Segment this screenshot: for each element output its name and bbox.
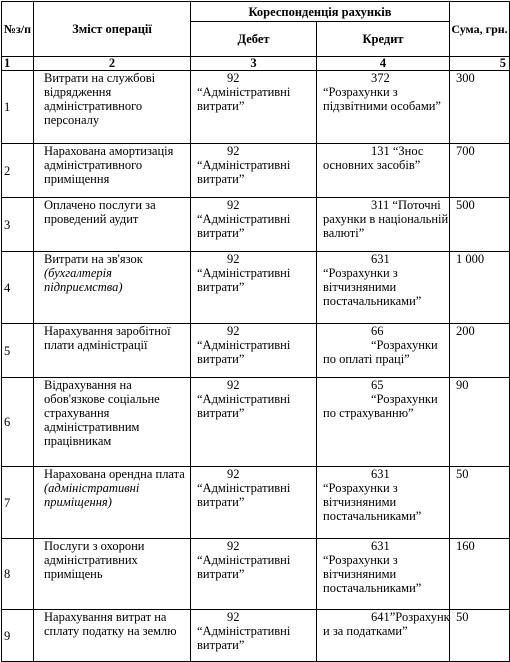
credit-code: 641”Розрахунк (371, 610, 450, 624)
row-number: 5 (2, 324, 34, 378)
credit-code: 631 (371, 252, 390, 266)
sum-cell: 50 (450, 610, 510, 662)
header-sum: Сума, грн. (450, 2, 510, 57)
debit-code: 92 (227, 610, 240, 624)
credit-code: 131 “Знос (371, 144, 424, 158)
sum-cell: 160 (450, 539, 510, 610)
credit-cell (317, 198, 450, 252)
operation-text: Оплачено послуги за проведений аудит (44, 198, 156, 226)
operation-cell (34, 467, 191, 539)
operation-text: Нарахована орендна плата (44, 467, 185, 481)
col-index-2: 2 (34, 57, 191, 71)
debit-cell (191, 198, 317, 252)
table-row (2, 324, 510, 378)
debit-cell (191, 144, 317, 198)
credit-name: основних засобів” (323, 158, 421, 172)
sum-cell: 200 (450, 324, 510, 378)
credit-name: рахунки в національній валюті” (323, 212, 449, 240)
credit-code: 372 (371, 71, 390, 85)
table-row (2, 71, 510, 144)
credit-cell (317, 610, 450, 662)
table-row (2, 378, 510, 467)
credit-name: “Розрахунки з вітчизняними постачальниками” (323, 266, 422, 308)
row-number: 7 (2, 467, 34, 539)
table-row (2, 539, 510, 610)
credit-cell (317, 252, 450, 324)
col-index-1: 1 (2, 57, 34, 71)
debit-code: 92 (227, 144, 240, 158)
debit-code: 92 (227, 252, 240, 266)
debit-name: “Адміністративні витрати” (197, 553, 291, 581)
row-number: 4 (2, 252, 34, 324)
debit-cell (191, 324, 317, 378)
row-number: 6 (2, 378, 34, 467)
operation-note: (адміністративні приміщення) (44, 481, 140, 509)
column-index-row (2, 57, 510, 71)
operation-cell (34, 324, 191, 378)
operation-text: Відрахування на обов'язкове соціальне страхування адміністративним працівникам (44, 378, 160, 448)
debit-code: 92 (227, 539, 240, 553)
operation-cell (34, 71, 191, 144)
debit-name: “Адміністративні витрати” (197, 392, 291, 420)
operation-text: Витрати на зв'язок (44, 252, 143, 266)
operation-cell (34, 610, 191, 662)
credit-code: 66 “Розрахунки (371, 324, 438, 352)
credit-code: 631 (371, 539, 390, 553)
operation-cell (34, 539, 191, 610)
debit-code: 92 (227, 378, 240, 392)
table-row (2, 198, 510, 252)
credit-code: 311 “Поточні (371, 198, 441, 212)
table-row (2, 144, 510, 198)
credit-cell (317, 324, 450, 378)
operation-text: Послуги з охорони адміністративних приміщень (44, 539, 145, 581)
debit-cell (191, 378, 317, 467)
operation-text: Нарахування витрат на сплату податку на землю (44, 610, 177, 638)
debit-name: “Адміністративні витрати” (197, 338, 291, 366)
credit-name: “Розрахунки з вітчизняними постачальниками” (323, 553, 422, 595)
header-debit: Дебет (191, 22, 317, 57)
debit-name: “Адміністративні витрати” (197, 624, 291, 652)
debit-name: “Адміністративні витрати” (197, 158, 291, 186)
debit-name: “Адміністративні витрати” (197, 212, 291, 240)
header-correspondence: Кореспонденція рахунків (191, 2, 450, 22)
operation-cell (34, 378, 191, 467)
sum-cell: 300 (450, 71, 510, 144)
header-row-1 (2, 2, 510, 22)
table-row (2, 252, 510, 324)
debit-cell (191, 467, 317, 539)
debit-cell (191, 252, 317, 324)
credit-name: по страхуванню” (323, 406, 414, 420)
operation-cell (34, 252, 191, 324)
header-num: №з/п (2, 2, 34, 57)
sum-cell: 90 (450, 378, 510, 467)
debit-cell (191, 539, 317, 610)
credit-cell (317, 71, 450, 144)
debit-cell (191, 71, 317, 144)
debit-code: 92 (227, 198, 240, 212)
sum-cell: 700 (450, 144, 510, 198)
debit-name: “Адміністративні витрати” (197, 266, 291, 294)
credit-cell (317, 378, 450, 467)
header-credit: Кредит (317, 22, 450, 57)
credit-cell (317, 144, 450, 198)
accounting-entries-table (1, 1, 510, 662)
sum-cell: 500 (450, 198, 510, 252)
credit-name: “Розрахунки з вітчизняними постачальниками” (323, 481, 422, 523)
credit-code: 631 (371, 467, 390, 481)
credit-name: “Розрахунки з підзвітними особами” (323, 85, 441, 113)
operation-note: (бухгалтерія підприємства) (44, 266, 123, 294)
col-index-3: 3 (191, 57, 317, 71)
debit-code: 92 (227, 324, 240, 338)
operation-text: Витрати на службові відрядження адміністративного персоналу (44, 71, 156, 127)
table-row (2, 610, 510, 662)
header-operation: Зміст операції (34, 2, 191, 57)
col-index-5: 5 (450, 57, 510, 71)
credit-code: 65 “Розрахунки (371, 378, 438, 406)
debit-code: 92 (227, 71, 240, 85)
row-number: 9 (2, 610, 34, 662)
debit-code: 92 (227, 467, 240, 481)
credit-cell (317, 539, 450, 610)
operation-cell (34, 198, 191, 252)
credit-cell (317, 467, 450, 539)
debit-name: “Адміністративні витрати” (197, 481, 291, 509)
sum-cell: 1 000 (450, 252, 510, 324)
row-number: 1 (2, 71, 34, 144)
sum-cell: 50 (450, 467, 510, 539)
table-row (2, 467, 510, 539)
row-number: 8 (2, 539, 34, 610)
debit-name: “Адміністративні витрати” (197, 85, 291, 113)
row-number: 3 (2, 198, 34, 252)
credit-name: и за податками” (323, 624, 408, 638)
operation-text: Нарахована амортизація адміністративного приміщення (44, 144, 174, 186)
operation-cell (34, 144, 191, 198)
credit-name: по оплаті праці” (323, 352, 410, 366)
debit-cell (191, 610, 317, 662)
operation-text: Нарахування заробітної плати адміністрації (44, 324, 171, 352)
row-number: 2 (2, 144, 34, 198)
col-index-4: 4 (317, 57, 450, 71)
